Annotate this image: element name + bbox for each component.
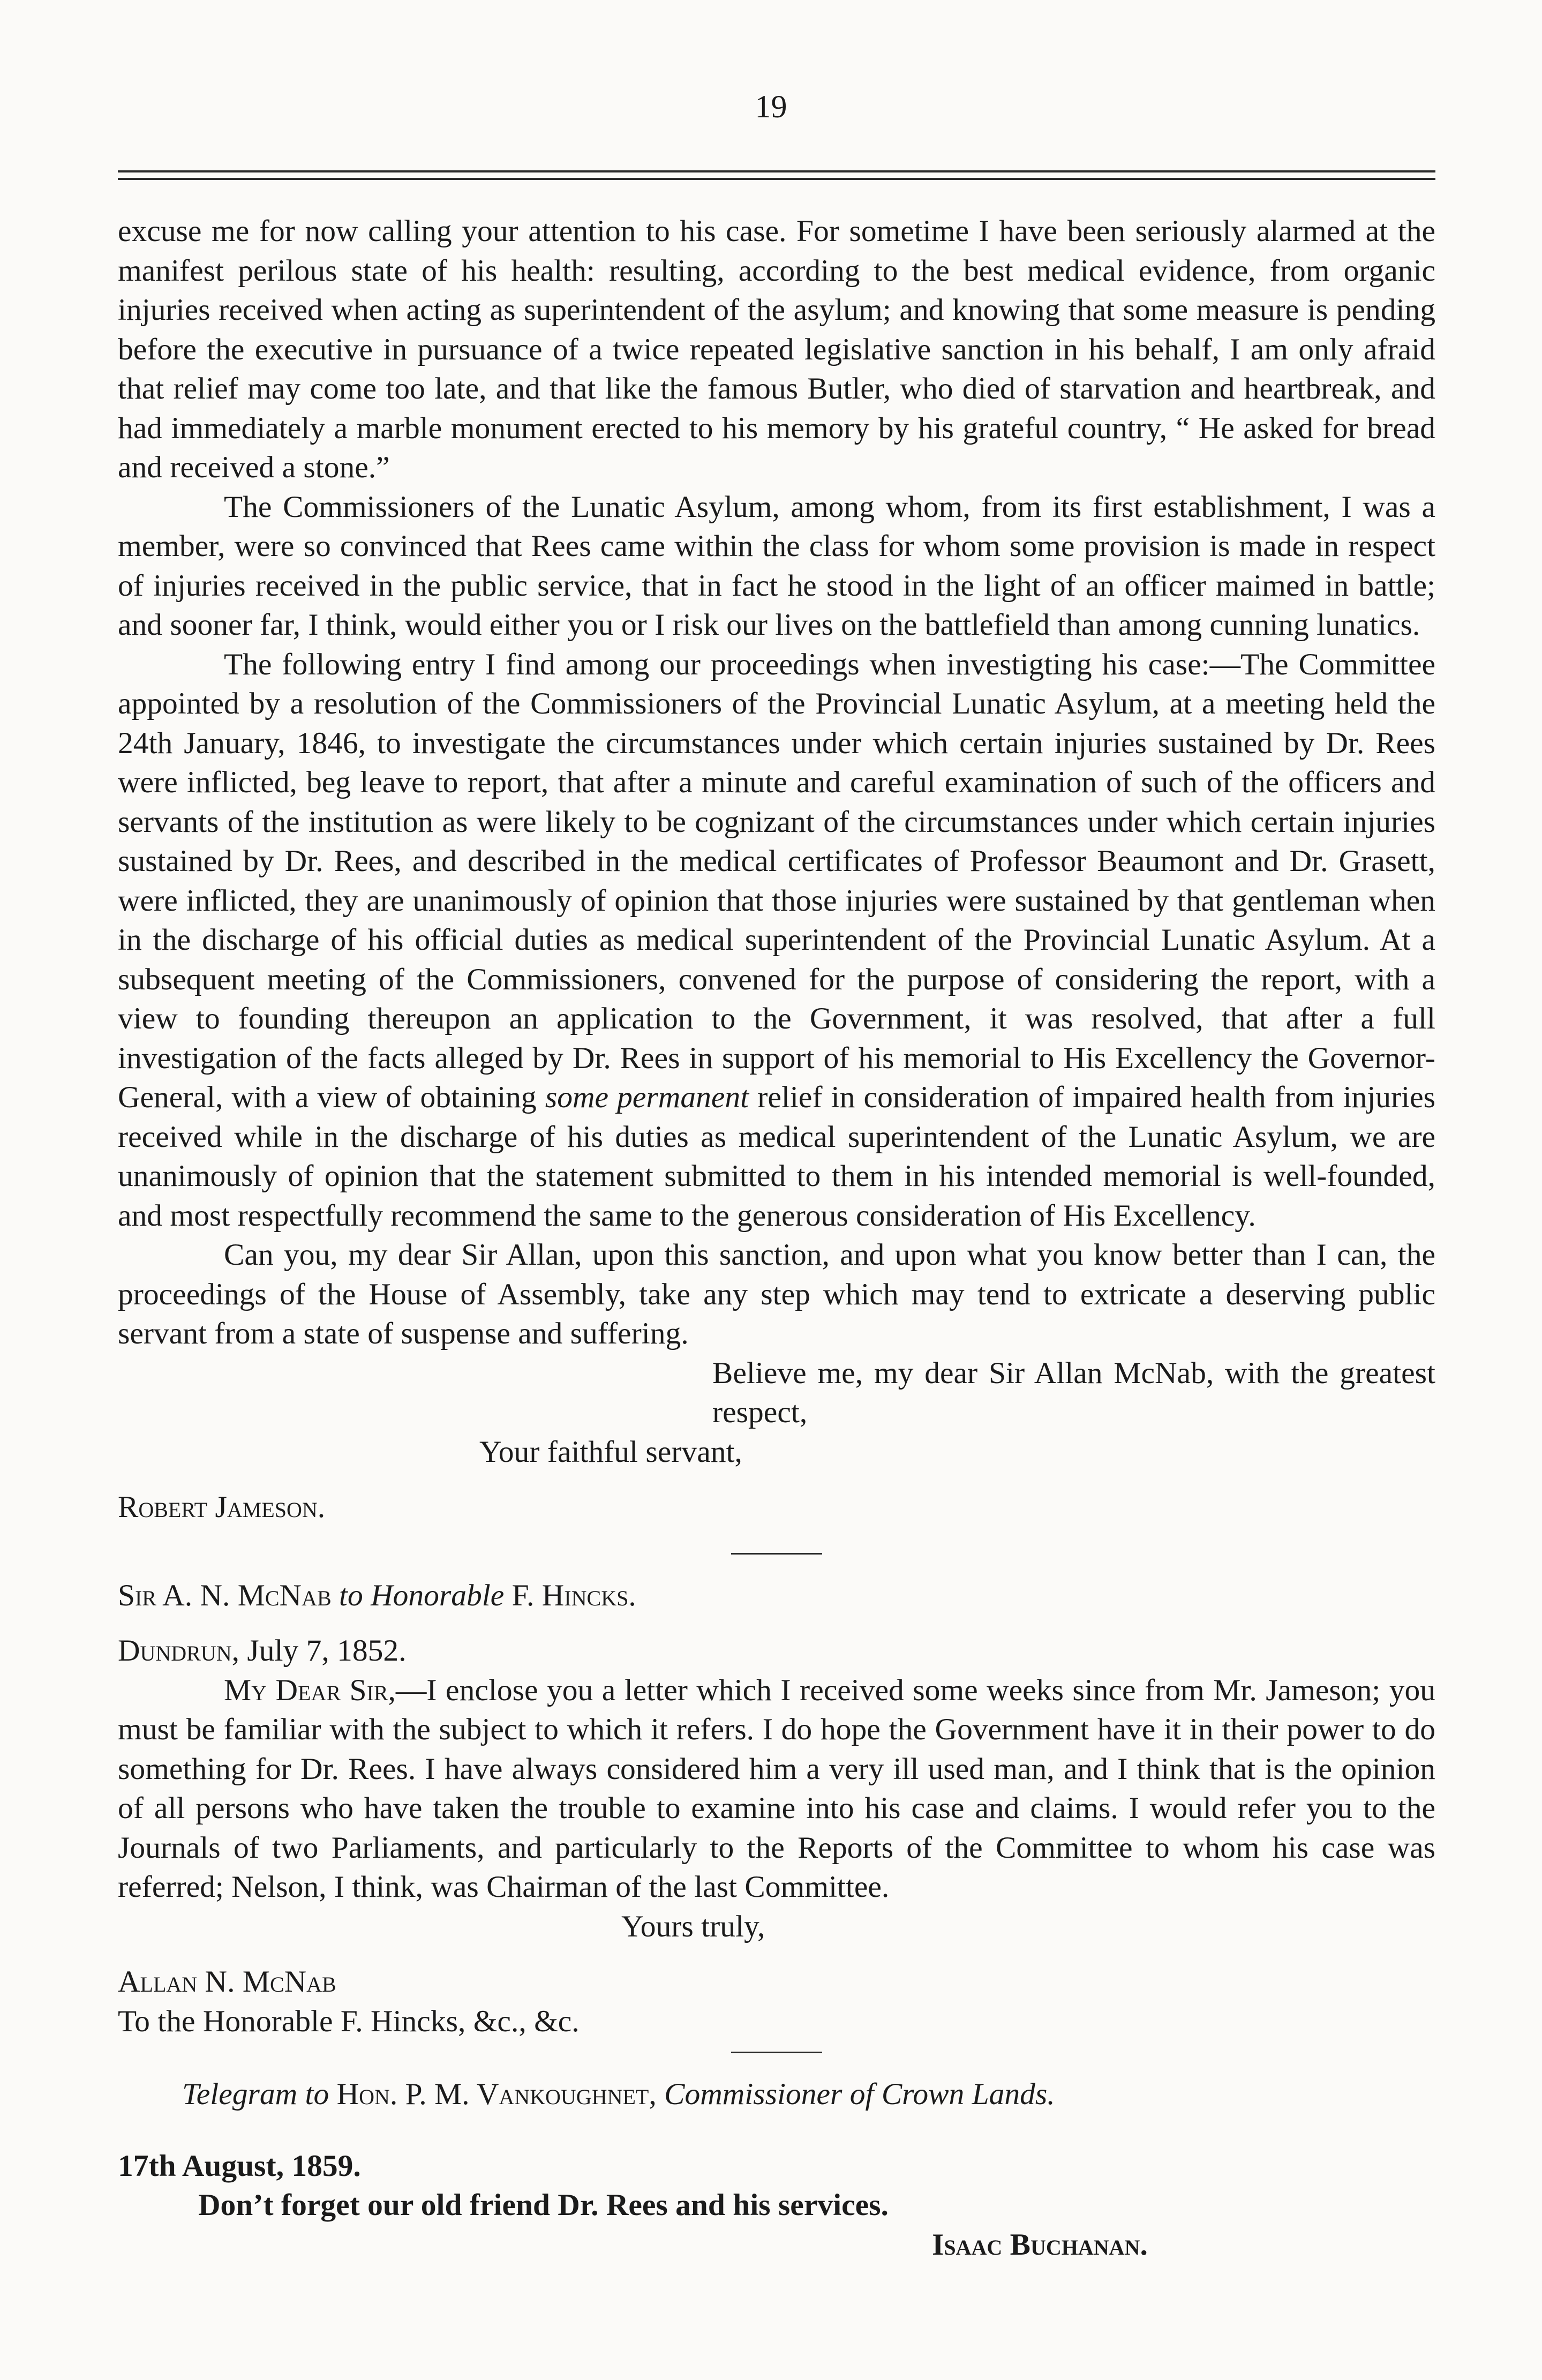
section-divider-1	[731, 1553, 822, 1555]
signature-jameson: Robert Jameson.	[118, 1490, 326, 1524]
telegram-date: 17th August, 1859.	[118, 2149, 361, 2183]
telegram-recipient: Hon. P. M. Vankoughnet,	[336, 2077, 657, 2111]
telegram-to-word: to	[305, 2077, 329, 2111]
heading-to-word: to	[339, 1578, 363, 1612]
paragraph-1: excuse me for now calling your attention to his case. For sometime I have been seriously alarmed at the manifest perilous state of his health: resulting, according to the best medical evidence, from organic injuries received when acting as superintendent of the asylum; and knowing that some measure is pending before the executive in pursuance of a twice repeated legislative sanction in his behalf, I am only afraid that relief may come too late, and that like the famous Butler, who died of starvation and heartbreak, and had immediately a marble monument erected to his memory by his grateful country, “ He asked for bread and received a stone.”	[118, 214, 1435, 484]
addressee-line: To the Honorable F. Hincks, &c., &c.	[118, 2004, 580, 2038]
text-column	[118, 212, 1435, 2264]
section-divider-2	[731, 2052, 822, 2053]
paragraph-3-text: The following entry I find among our proceedings when investigting his case:—The Committee appointed by a resolution of the Commissioners of the Provincial Lunatic Asylum, at a meeting held the 24th January, 1846, to investigate the circumstances under which certain injuries sustained by Dr. Rees were inflicted, beg leave to report, that after a minute and careful examination of such of the officers and servants of the institution as were likely to be cognizant of the circumstances under which certain injuries sustained by Dr. Rees, and described in the medical certificates of Professor Beaumont and Dr. Grasett, were inflicted, they are unanimously of opinion that those injuries were sustained by that gentleman when in the discharge of his official duties as medical superintendent of the Provincial Lunatic Asylum. At a subsequent meeting of the Commissioners, convened for the purpose of considering the report, with a view to founding thereupon an application to the Government, it was resolved, that after a full investigation of the facts alleged by Dr. Rees in support of his memorial to His Excellency the Governor-General, with a view of obtaining	[118, 647, 1435, 1114]
heading-name: F. Hincks.	[512, 1578, 636, 1612]
place-date	[118, 1631, 1435, 1671]
closing-line: Believe me, my dear Sir Allan McNab, with the greatest respect,	[712, 1356, 1435, 1429]
signature-mcnab: Allan N. McNab	[118, 1965, 336, 1999]
paragraph-3-emphasis: some permanent	[545, 1080, 749, 1114]
date: July 7, 1852.	[247, 1634, 407, 1668]
telegram-office: Commissioner of Crown Lands.	[664, 2077, 1055, 2111]
signature-buchanan: Isaac Buchanan.	[932, 2227, 1148, 2262]
header-rule-bottom	[118, 178, 1435, 180]
page-number: 19	[755, 89, 787, 124]
letter-heading	[118, 1576, 1435, 1616]
yours-truly: Yours truly,	[621, 1909, 765, 1943]
faithful-line: Your faithful servant,	[479, 1435, 742, 1469]
telegram-label: Telegram	[182, 2077, 298, 2111]
header-rule-top	[118, 170, 1435, 172]
salutation: My Dear Sir,	[224, 1673, 396, 1707]
heading-honorable: Honorable	[371, 1578, 505, 1612]
body-text: —I enclose you a letter which I received some weeks since from Mr. Jameson; you must be familiar with the subject to which it refers. I do hope the Government have it in their power to do something for Dr. Rees. I have always considered him a very ill used man, and I think that is the opinion of all persons who have taken the trouble to examine into his case and claims. I would refer you to the Journals of two Parliaments, and particularly to the Reports of the Committee to whom his case was referred; Nelson, I think, was Chairman of the last Committee.	[118, 1673, 1435, 1904]
paragraph-3-tail: relief in consideration of impaired health from injuries received while in the discharge of his duties as medical superintendent of the Lunatic Asylum, we are unanimously of opinion that the statement submitted to them in his intended memorial is well-founded, and most respectfully recommend the same to the generous consideration of His Excellency.	[118, 1080, 1436, 1233]
letter-body	[118, 1671, 1435, 1907]
paragraph-3	[118, 645, 1435, 1236]
paragraph-2: The Commissioners of the Lunatic Asylum, among whom, from its first establishment, I was a member, were so convinced that Rees came within the class for whom some provision is made in respect of injuries received in the public service, that in fact he stood in the light of an officer maimed in battle; and sooner far, I think, would either you or I risk our lives on the battlefield than among cunning lunatics.	[118, 490, 1435, 642]
paragraph-4: Can you, my dear Sir Allan, upon this sanction, and upon what you know better than I can, the proceedings of the House of Assembly, take any step which may tend to extricate a deserving public servant from a state of suspense and suffering.	[118, 1238, 1435, 1350]
telegram-message: Don’t forget our old friend Dr. Rees and his services.	[198, 2188, 889, 2222]
place: Dundrun,	[118, 1634, 240, 1668]
heading-from: Sir A. N. McNab	[118, 1578, 332, 1612]
telegram-heading	[118, 2075, 1435, 2114]
